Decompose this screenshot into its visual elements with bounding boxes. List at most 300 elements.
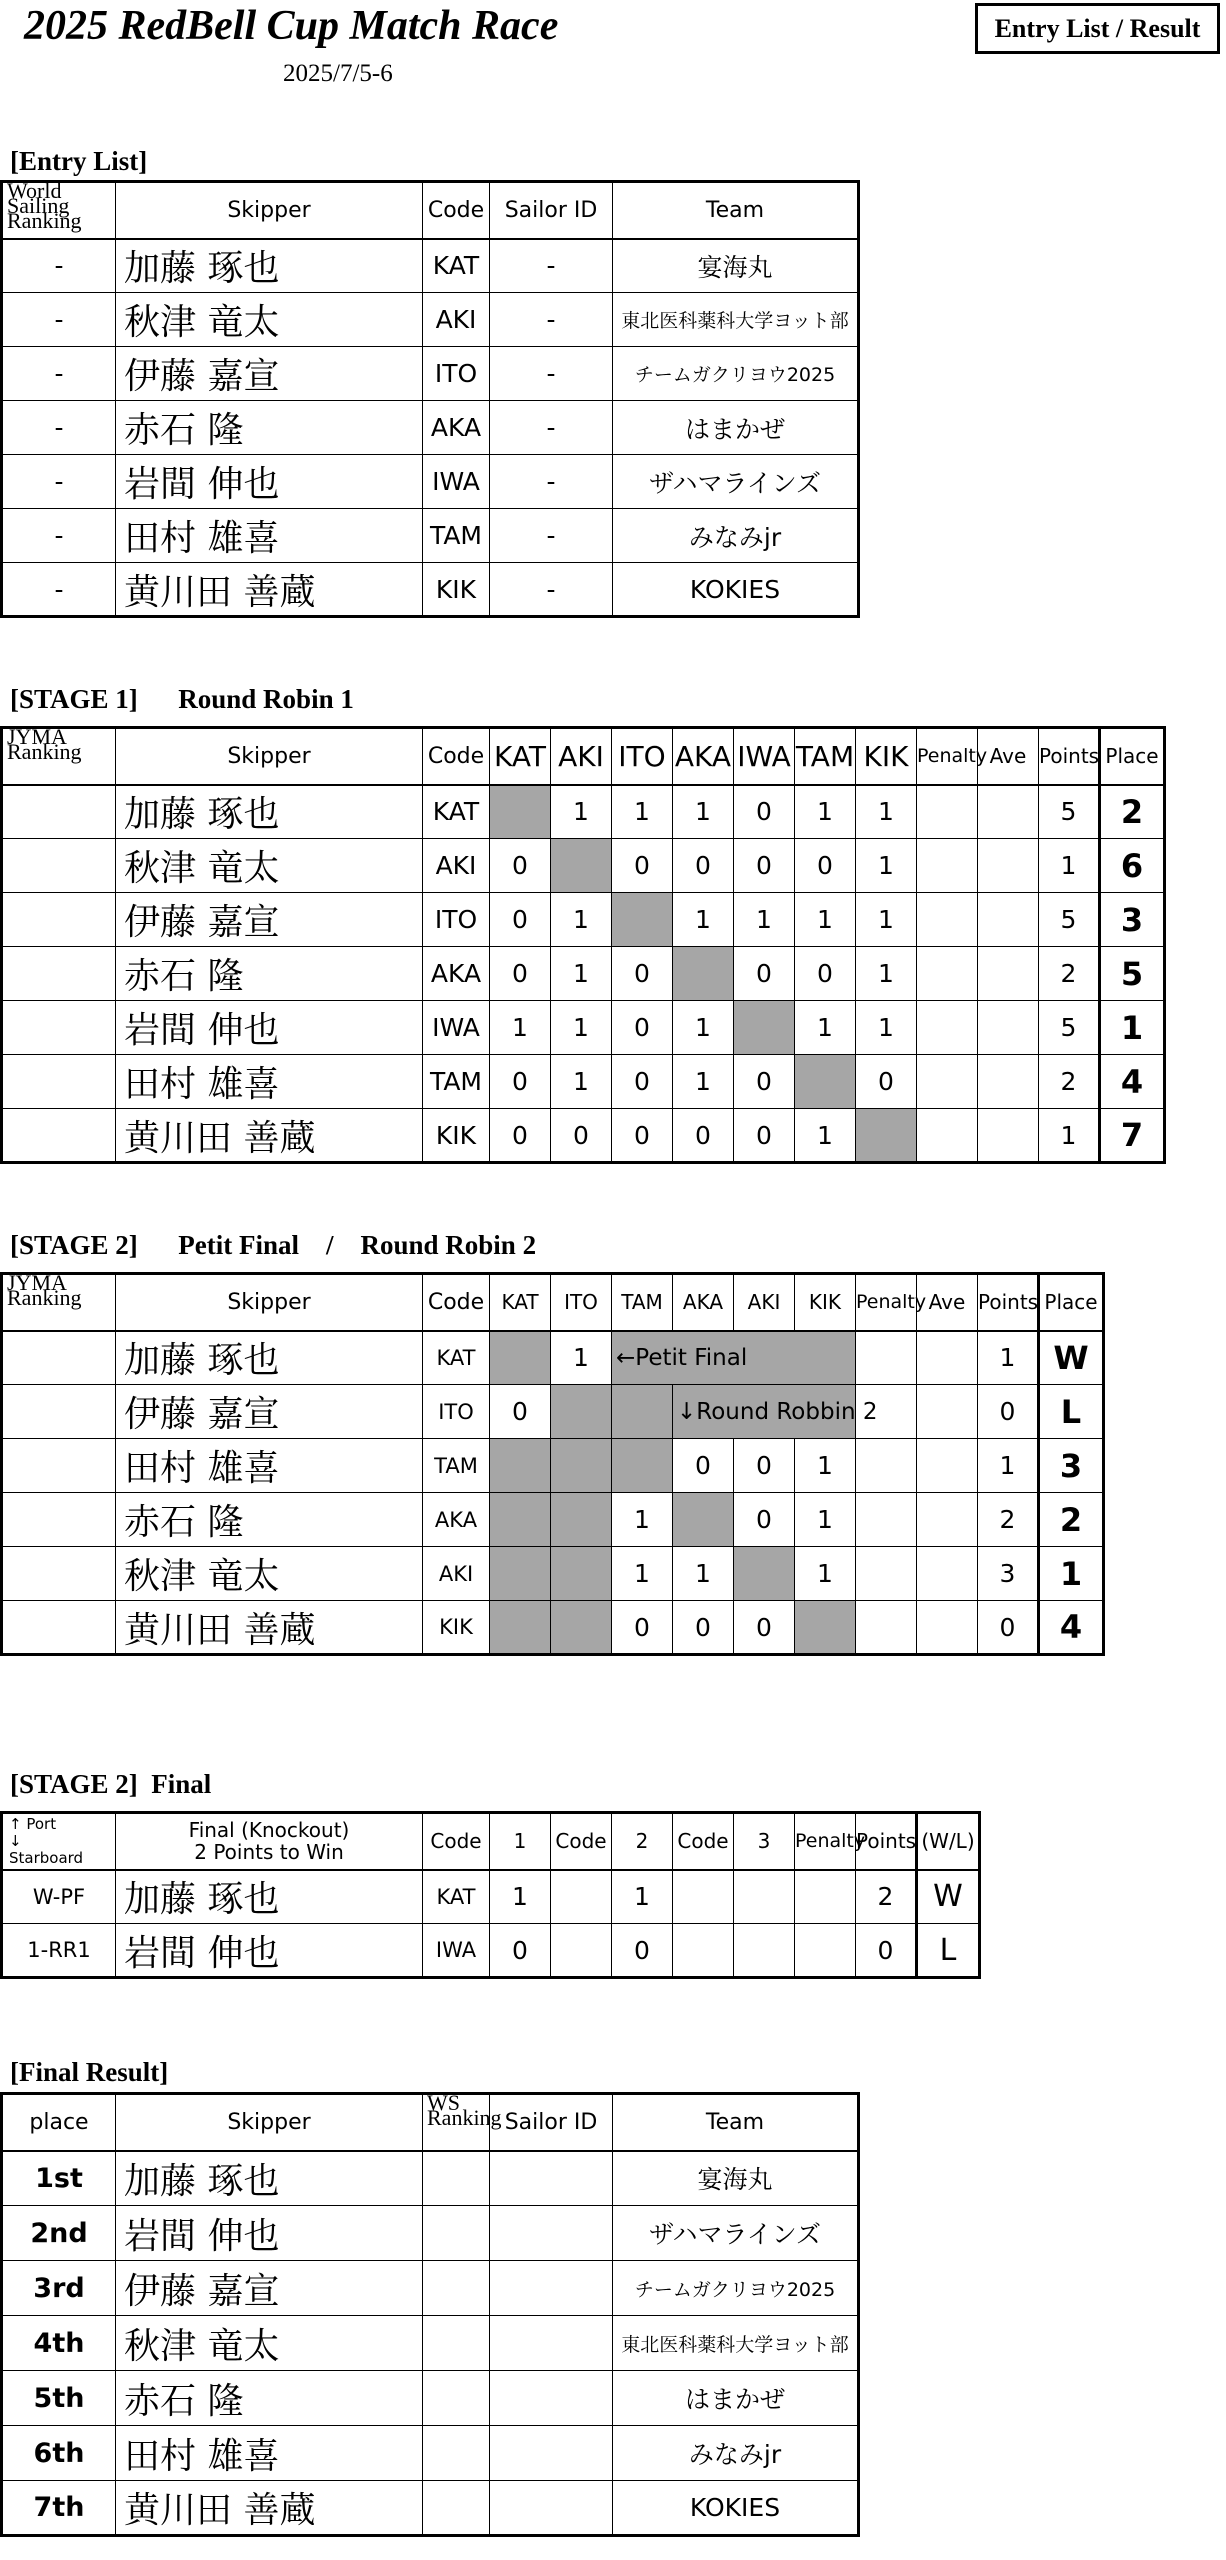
col-points: Points <box>856 1813 917 1870</box>
ranking-cell <box>2 839 116 893</box>
skipper-name: 岩間 伸也 <box>116 1924 423 1978</box>
skipper-name: 加藤 琢也 <box>116 1331 423 1385</box>
match-result-cell: 0 <box>734 839 795 893</box>
sailor-id-cell <box>490 2151 613 2206</box>
points-cell: 1 <box>1039 839 1100 893</box>
match-result-cell: 0 <box>673 1439 734 1493</box>
result-row <box>2 2481 859 2536</box>
ave-cell <box>978 893 1039 947</box>
col-sailor-id: Sailor ID <box>490 2094 613 2151</box>
col-jyma-ranking: JYMA Ranking <box>2 728 116 785</box>
code-cell: AKI <box>423 1547 490 1601</box>
penalty-cell <box>917 947 978 1001</box>
col-skipper: Skipper <box>116 2094 423 2151</box>
self-match-cell <box>734 1001 795 1055</box>
self-match-cell <box>795 1601 856 1655</box>
result-row <box>2 2206 859 2261</box>
ranking-cell <box>2 1055 116 1109</box>
code-cell: KAT <box>423 785 490 839</box>
points-cell: 2 <box>978 1493 1039 1547</box>
skipper-name: 田村 雄喜 <box>116 1055 423 1109</box>
match-result-cell: 0 <box>612 947 673 1001</box>
skipper-name: 伊藤 嘉宣 <box>116 893 423 947</box>
code-cell: IWA <box>423 455 490 509</box>
team-cell: 東北医科薬科大学ヨット部 <box>613 293 859 347</box>
ave-cell <box>917 1331 978 1385</box>
penalty-cell <box>917 839 978 893</box>
sailor-id-cell: - <box>490 347 613 401</box>
match-result-cell: 1 <box>795 1493 856 1547</box>
points-cell: 2 <box>856 1870 917 1924</box>
col-penalty: Penalty <box>795 1813 856 1870</box>
code-cell: KAT <box>423 1331 490 1385</box>
match-result-cell: 1 <box>856 839 917 893</box>
result-row <box>2 2151 859 2206</box>
race-3-result <box>734 1924 795 1978</box>
race-1-result: 0 <box>490 1924 551 1978</box>
skipper-name: 秋津 竜太 <box>116 839 423 893</box>
ave-cell <box>978 839 1039 893</box>
col-race-2: 2 <box>612 1813 673 1870</box>
match-result-cell: 1 <box>734 893 795 947</box>
code-cell: ITO <box>423 1385 490 1439</box>
final-row <box>2 1870 980 1924</box>
skipper-name: 田村 雄喜 <box>116 1439 423 1493</box>
self-match-cell <box>551 1385 612 1439</box>
entry-row <box>2 347 859 401</box>
match-result-cell: 1 <box>795 1001 856 1055</box>
ave-cell <box>978 785 1039 839</box>
win-loss-cell: L <box>917 1924 980 1978</box>
skipper-name: 加藤 琢也 <box>116 2151 423 2206</box>
col-penalty: Penalty <box>856 1274 917 1331</box>
ranking-cell <box>2 1109 116 1163</box>
penalty-cell <box>917 1109 978 1163</box>
team-cell: ザハマラインズ <box>613 455 859 509</box>
blocked-cell <box>490 1493 551 1547</box>
col-ito: ITO <box>612 728 673 785</box>
code-cell-2 <box>551 1924 612 1978</box>
match-result-cell: 1 <box>795 1109 856 1163</box>
points-cell: 2 <box>1039 1055 1100 1109</box>
stage1-round-robin-table <box>0 726 1166 1164</box>
col-place: place <box>2 2094 116 2151</box>
col-kat: KAT <box>490 728 551 785</box>
match-result-cell: 0 <box>612 1055 673 1109</box>
match-result-cell: 0 <box>490 839 551 893</box>
skipper-name: 加藤 琢也 <box>116 239 423 293</box>
sailor-id-cell <box>490 2426 613 2481</box>
match-result-cell: 1 <box>551 1331 612 1385</box>
skipper-name: 岩間 伸也 <box>116 455 423 509</box>
stage1-heading: [STAGE 1] Round Robin 1 <box>10 684 354 714</box>
sailor-id-cell: - <box>490 401 613 455</box>
col-code: Code <box>423 1274 490 1331</box>
self-match-cell <box>673 947 734 1001</box>
col-ito: ITO <box>551 1274 612 1331</box>
stage1-row <box>2 1109 1165 1163</box>
self-match-cell <box>490 785 551 839</box>
points-cell: 1 <box>1039 1109 1100 1163</box>
col-final-knockout: Final (Knockout) 2 Points to Win <box>116 1813 423 1870</box>
col-tam: TAM <box>612 1274 673 1331</box>
match-result-cell: 0 <box>612 839 673 893</box>
team-cell: はまかぜ <box>613 2371 859 2426</box>
match-result-cell: 1 <box>673 1547 734 1601</box>
col-port-starboard: ↑ Port ↓ Starboard <box>2 1813 116 1870</box>
penalty-cell <box>917 1055 978 1109</box>
points-cell: 5 <box>1039 1001 1100 1055</box>
self-match-cell <box>734 1547 795 1601</box>
entry-row <box>2 509 859 563</box>
ws-ranking-cell <box>423 2206 490 2261</box>
ranking-cell: - <box>2 347 116 401</box>
place-cell: 6 <box>1100 839 1165 893</box>
col-penalty: Penalty <box>917 728 978 785</box>
race-2-result: 0 <box>612 1924 673 1978</box>
seed-cell: W-PF <box>2 1870 116 1924</box>
sailor-id-cell <box>490 2206 613 2261</box>
ranking-cell <box>2 1331 116 1385</box>
place-cell: 3rd <box>2 2261 116 2316</box>
col-win-loss: (W/L) <box>917 1813 980 1870</box>
col-ave: Ave <box>978 728 1039 785</box>
self-match-cell <box>673 1493 734 1547</box>
stage1-row <box>2 1001 1165 1055</box>
points-cell: 2 <box>1039 947 1100 1001</box>
entry-row <box>2 455 859 509</box>
skipper-name: 黄川田 善蔵 <box>116 1601 423 1655</box>
sailor-id-cell <box>490 2316 613 2371</box>
ranking-cell <box>2 1547 116 1601</box>
penalty-cell <box>795 1870 856 1924</box>
blocked-cell <box>612 1385 673 1439</box>
stage1-row <box>2 785 1165 839</box>
col-aki: AKI <box>551 728 612 785</box>
ranking-cell <box>2 893 116 947</box>
sailor-id-cell <box>490 2481 613 2536</box>
col-kat: KAT <box>490 1274 551 1331</box>
team-cell: みなみjr <box>613 509 859 563</box>
code-cell: IWA <box>423 1924 490 1978</box>
col-aka: AKA <box>673 728 734 785</box>
ws-ranking-cell <box>423 2261 490 2316</box>
col-kik: KIK <box>795 1274 856 1331</box>
result-header-row <box>2 2094 859 2151</box>
match-result-cell: 1 <box>551 1055 612 1109</box>
stage2-petit-final-table <box>0 1272 1105 1656</box>
code-cell-3 <box>673 1924 734 1978</box>
entry-row <box>2 293 859 347</box>
col-ws-ranking: WS Ranking <box>423 2094 490 2151</box>
page-title: 2025 RedBell Cup Match Race <box>24 3 559 49</box>
skipper-name: 加藤 琢也 <box>116 1870 423 1924</box>
code-cell: ITO <box>423 347 490 401</box>
match-result-cell: 0 <box>734 1601 795 1655</box>
col-points: Points <box>1039 728 1100 785</box>
col-team: Team <box>613 2094 859 2151</box>
entry-row <box>2 239 859 293</box>
match-result-cell: 1 <box>795 1547 856 1601</box>
ranking-cell: - <box>2 401 116 455</box>
team-cell: KOKIES <box>613 563 859 617</box>
win-loss-cell: W <box>917 1870 980 1924</box>
points-cell: 0 <box>856 1924 917 1978</box>
match-result-cell: 0 <box>551 1109 612 1163</box>
self-match-cell <box>612 893 673 947</box>
col-ave: Ave <box>917 1274 978 1331</box>
stage2-row <box>2 1493 1104 1547</box>
stage1-row <box>2 839 1165 893</box>
ranking-cell <box>2 1493 116 1547</box>
team-cell: みなみjr <box>613 2426 859 2481</box>
code-cell-3 <box>673 1870 734 1924</box>
blocked-cell <box>490 1547 551 1601</box>
place-cell: 4 <box>1100 1055 1165 1109</box>
match-result-cell: 1 <box>856 947 917 1001</box>
place-cell: 5 <box>1100 947 1165 1001</box>
stage2-row <box>2 1601 1104 1655</box>
points-cell: 5 <box>1039 785 1100 839</box>
ave-cell <box>978 1001 1039 1055</box>
match-result-cell: 1 <box>673 1055 734 1109</box>
match-result-cell: 0 <box>734 1493 795 1547</box>
skipper-name: 岩間 伸也 <box>116 1001 423 1055</box>
ave-cell <box>917 1439 978 1493</box>
col-code-3: Code <box>673 1813 734 1870</box>
ws-ranking-cell <box>423 2371 490 2426</box>
result-row <box>2 2316 859 2371</box>
points-cell: 0 <box>978 1601 1039 1655</box>
skipper-name: 赤石 隆 <box>116 401 423 455</box>
entry-list-heading: [Entry List] <box>10 146 148 176</box>
ranking-cell <box>2 1001 116 1055</box>
match-result-cell: 1 <box>551 1001 612 1055</box>
blocked-cell <box>551 1547 612 1601</box>
match-result-cell: 1 <box>490 1001 551 1055</box>
skipper-name: 伊藤 嘉宣 <box>116 347 423 401</box>
match-result-cell: 0 <box>734 1109 795 1163</box>
col-code-2: Code <box>551 1813 612 1870</box>
match-result-cell: 0 <box>734 785 795 839</box>
ave-cell <box>978 1109 1039 1163</box>
entry-row <box>2 401 859 455</box>
ave-cell <box>917 1493 978 1547</box>
skipper-name: 赤石 隆 <box>116 1493 423 1547</box>
final-result-table <box>0 2092 860 2537</box>
round-robin-note <box>673 1385 878 1439</box>
points-cell: 0 <box>978 1385 1039 1439</box>
stage2-heading: [STAGE 2] Petit Final / Round Robin 2 <box>10 1230 537 1260</box>
match-result-cell: 0 <box>490 947 551 1001</box>
match-result-cell: 1 <box>551 785 612 839</box>
ave-cell <box>917 1547 978 1601</box>
ranking-cell: - <box>2 509 116 563</box>
stage2-row <box>2 1385 1104 1439</box>
place-cell: 3 <box>1100 893 1165 947</box>
code-cell: KIK <box>423 1109 490 1163</box>
ranking-cell <box>2 947 116 1001</box>
code-cell: ITO <box>423 893 490 947</box>
race-1-result: 1 <box>490 1870 551 1924</box>
team-cell: チームガクリヨウ2025 <box>613 2261 859 2316</box>
match-result-cell: 0 <box>734 1055 795 1109</box>
race-2-result: 1 <box>612 1870 673 1924</box>
team-cell: ザハマラインズ <box>613 2206 859 2261</box>
col-race-3: 3 <box>734 1813 795 1870</box>
skipper-name: 秋津 竜太 <box>116 293 423 347</box>
team-cell: 宴海丸 <box>613 2151 859 2206</box>
code-cell: KIK <box>423 563 490 617</box>
ave-cell <box>978 1055 1039 1109</box>
penalty-cell <box>856 1493 917 1547</box>
petit-final-note <box>612 1331 856 1385</box>
code-cell: AKI <box>423 839 490 893</box>
match-result-cell: 1 <box>551 893 612 947</box>
skipper-name: 伊藤 嘉宣 <box>116 1385 423 1439</box>
skipper-name: 伊藤 嘉宣 <box>116 2261 423 2316</box>
final-row <box>2 1924 980 1978</box>
skipper-name: 黄川田 善蔵 <box>116 563 423 617</box>
col-iwa: IWA <box>734 728 795 785</box>
blocked-cell <box>551 1493 612 1547</box>
code-cell-2 <box>551 1870 612 1924</box>
place-cell: 2nd <box>2 2206 116 2261</box>
place-cell: 1 <box>1100 1001 1165 1055</box>
stage1-row <box>2 947 1165 1001</box>
match-result-cell: 0 <box>612 1109 673 1163</box>
penalty-cell <box>856 1439 917 1493</box>
match-result-cell: 0 <box>612 1601 673 1655</box>
skipper-name: 黄川田 善蔵 <box>116 2481 423 2536</box>
code-cell: KAT <box>423 239 490 293</box>
match-result-cell: 0 <box>673 839 734 893</box>
stage1-header-row <box>2 728 1165 785</box>
skipper-name: 秋津 竜太 <box>116 1547 423 1601</box>
entry-header-row <box>2 182 859 239</box>
col-code: Code <box>423 182 490 239</box>
document-badge: Entry List / Result <box>975 3 1220 54</box>
code-cell: IWA <box>423 1001 490 1055</box>
final-header-row <box>2 1813 980 1870</box>
match-result-cell: 0 <box>734 947 795 1001</box>
team-cell: チームガクリヨウ2025 <box>613 347 859 401</box>
place-cell: 7th <box>2 2481 116 2536</box>
skipper-name: 秋津 竜太 <box>116 2316 423 2371</box>
ranking-cell: - <box>2 293 116 347</box>
match-result-cell: 0 <box>734 1439 795 1493</box>
match-result-cell: 0 <box>490 1055 551 1109</box>
place-cell: W <box>1039 1331 1104 1385</box>
stage2-row <box>2 1547 1104 1601</box>
match-result-cell: 0 <box>490 893 551 947</box>
self-match-cell <box>490 1331 551 1385</box>
team-cell: はまかぜ <box>613 401 859 455</box>
skipper-name: 田村 雄喜 <box>116 509 423 563</box>
result-row <box>2 2261 859 2316</box>
self-match-cell <box>612 1439 673 1493</box>
code-cell: KAT <box>423 1870 490 1924</box>
points-cell: 5 <box>1039 893 1100 947</box>
ranking-cell <box>2 1601 116 1655</box>
stage2-row <box>2 1331 1104 1385</box>
col-place: Place <box>1039 1274 1104 1331</box>
match-result-cell: 0 <box>856 1055 917 1109</box>
match-result-cell: 1 <box>673 893 734 947</box>
round-robin-label: ↓Round Robbin 2 <box>677 1398 878 1425</box>
entry-list-table <box>0 180 860 618</box>
col-code: Code <box>423 728 490 785</box>
code-cell: AKA <box>423 401 490 455</box>
blocked-cell <box>490 1439 551 1493</box>
code-cell: AKI <box>423 293 490 347</box>
skipper-name: 赤石 隆 <box>116 2371 423 2426</box>
match-result-cell: 1 <box>612 1493 673 1547</box>
points-cell: 1 <box>978 1331 1039 1385</box>
self-match-cell <box>856 1109 917 1163</box>
ranking-cell: - <box>2 455 116 509</box>
penalty-cell <box>856 1601 917 1655</box>
match-result-cell: 1 <box>856 785 917 839</box>
match-result-cell: 0 <box>490 1109 551 1163</box>
match-result-cell: 1 <box>673 785 734 839</box>
penalty-cell <box>856 1331 917 1385</box>
place-cell: 1 <box>1039 1547 1104 1601</box>
col-team: Team <box>613 182 859 239</box>
stage2-row <box>2 1439 1104 1493</box>
self-match-cell <box>551 839 612 893</box>
team-cell: KOKIES <box>613 2481 859 2536</box>
place-cell: 2 <box>1100 785 1165 839</box>
skipper-name: 黄川田 善蔵 <box>116 1109 423 1163</box>
col-skipper: Skipper <box>116 728 423 785</box>
stage1-row <box>2 1055 1165 1109</box>
sailor-id-cell <box>490 2261 613 2316</box>
ave-cell <box>917 1601 978 1655</box>
blocked-cell <box>551 1439 612 1493</box>
col-jyma-ranking: JYMA Ranking <box>2 1274 116 1331</box>
code-cell: TAM <box>423 509 490 563</box>
skipper-name: 岩間 伸也 <box>116 2206 423 2261</box>
event-date: 2025/7/5-6 <box>283 60 393 87</box>
match-result-cell: 1 <box>612 1547 673 1601</box>
col-skipper: Skipper <box>116 1274 423 1331</box>
col-skipper: Skipper <box>116 182 423 239</box>
points-cell: 1 <box>978 1439 1039 1493</box>
col-world-sailing-ranking: World Sailing Ranking <box>2 182 116 239</box>
col-code-1: Code <box>423 1813 490 1870</box>
match-result-cell: 1 <box>551 947 612 1001</box>
match-result-cell: 1 <box>856 1001 917 1055</box>
sailor-id-cell: - <box>490 509 613 563</box>
sailor-id-cell: - <box>490 455 613 509</box>
sailor-id-cell: - <box>490 563 613 617</box>
match-result-cell: 0 <box>673 1109 734 1163</box>
blocked-cell <box>490 1601 551 1655</box>
penalty-cell <box>917 893 978 947</box>
result-row <box>2 2426 859 2481</box>
match-result-cell: 0 <box>490 1385 551 1439</box>
ws-ranking-cell <box>423 2481 490 2536</box>
match-result-cell: 1 <box>795 785 856 839</box>
place-cell: 1st <box>2 2151 116 2206</box>
ranking-cell: - <box>2 239 116 293</box>
place-cell: 6th <box>2 2426 116 2481</box>
match-result-cell: 1 <box>795 893 856 947</box>
code-cell: TAM <box>423 1055 490 1109</box>
ranking-cell <box>2 1439 116 1493</box>
ranking-cell <box>2 785 116 839</box>
